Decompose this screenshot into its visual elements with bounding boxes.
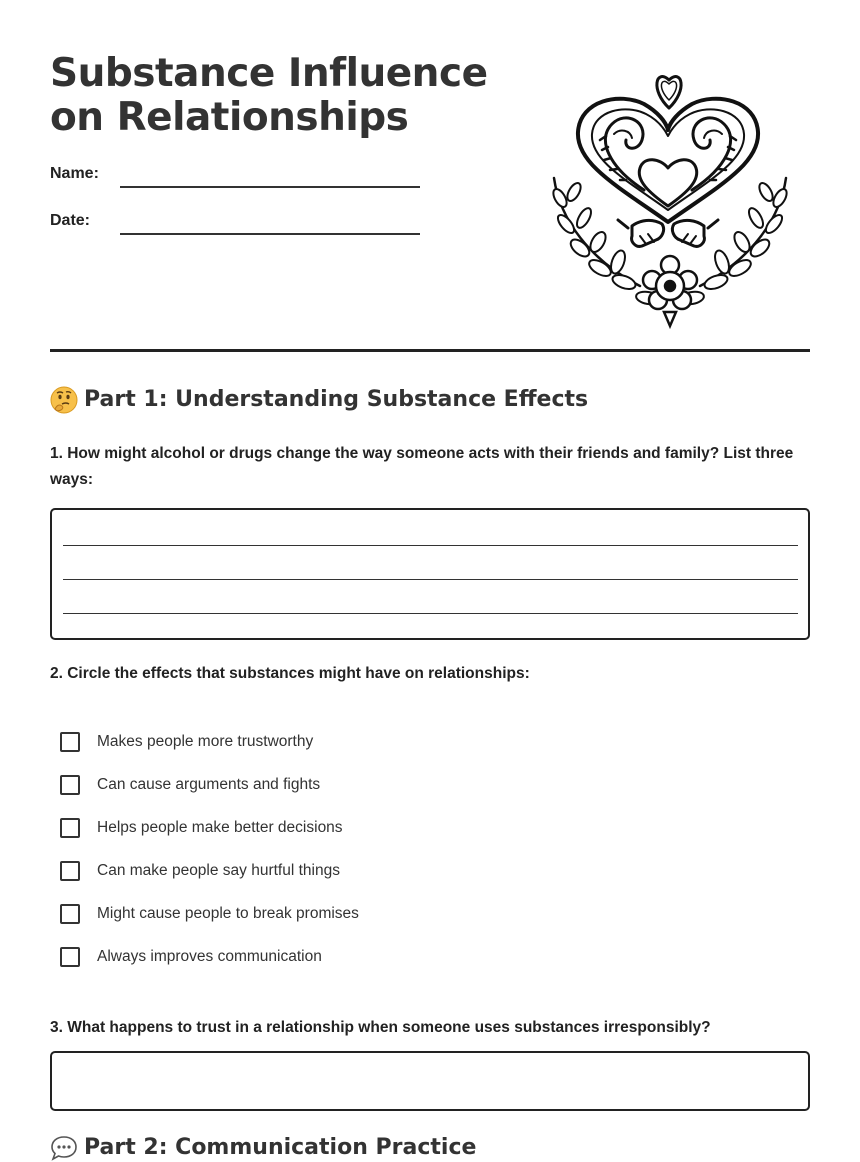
thinking-face-icon — [50, 386, 78, 414]
option-label: Always improves communication — [97, 948, 322, 965]
checkbox[interactable] — [60, 732, 80, 752]
answer-line — [63, 613, 798, 614]
option-item[interactable] — [60, 902, 359, 926]
header-divider — [50, 349, 810, 352]
name-input[interactable] — [120, 165, 420, 184]
date-field[interactable] — [120, 233, 420, 235]
q3-answer-box[interactable] — [50, 1051, 810, 1111]
answer-line — [63, 545, 798, 546]
question-1: 1. How might alcohol or drugs change the way someone acts with their friends and family? List three ways: — [50, 445, 794, 488]
option-label: Makes people more trustworthy — [97, 733, 314, 750]
option-label: Might cause people to break promises — [97, 905, 359, 922]
date-label: Date: — [50, 212, 91, 229]
part1-title: Part 1: Understanding Substance Effects — [84, 387, 589, 412]
option-label: Can cause arguments and fights — [97, 776, 321, 793]
checkbox[interactable] — [60, 861, 80, 881]
checkbox[interactable] — [60, 775, 80, 795]
page-title: Substance Influence on Relationships — [50, 51, 488, 140]
name-label: Name: — [50, 165, 99, 182]
option-item[interactable] — [60, 730, 313, 754]
checkbox[interactable] — [60, 818, 80, 838]
part2-heading — [50, 1134, 476, 1162]
question-2: 2. Circle the effects that substances might have on relationships: — [50, 665, 530, 682]
part1-heading — [50, 386, 588, 414]
checkbox[interactable] — [60, 904, 80, 924]
claddagh-heart-hands-icon — [540, 60, 800, 332]
name-field[interactable] — [120, 186, 420, 188]
option-label: Helps people make better decisions — [97, 819, 343, 836]
part2-title: Part 2: Communication Practice — [84, 1135, 477, 1160]
question-3: 3. What happens to trust in a relationship when someone uses substances irresponsibly? — [50, 1019, 711, 1036]
date-input[interactable] — [120, 212, 420, 231]
option-item[interactable] — [60, 945, 322, 969]
answer-line — [63, 579, 798, 580]
option-label: Can make people say hurtful things — [97, 862, 340, 879]
option-item[interactable] — [60, 773, 320, 797]
checkbox[interactable] — [60, 947, 80, 967]
option-item[interactable] — [60, 859, 340, 883]
speech-bubble-icon — [50, 1134, 78, 1162]
option-item[interactable] — [60, 816, 343, 840]
q1-answer-box[interactable] — [50, 508, 810, 640]
